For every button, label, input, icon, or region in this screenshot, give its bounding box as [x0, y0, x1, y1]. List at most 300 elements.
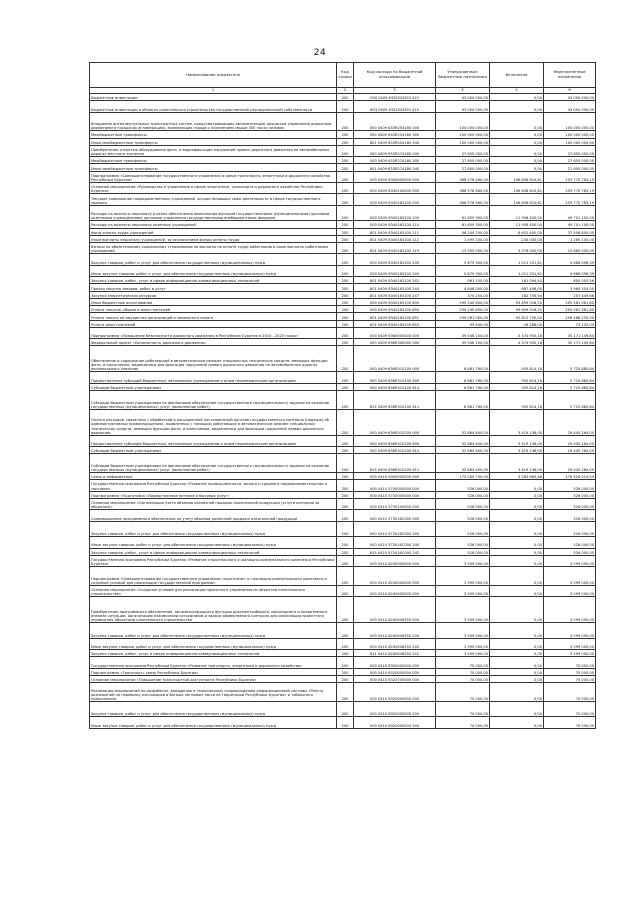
row-indicator-name: Оплата расходов, связанных с обработкой в расширенной постановлений органов государственного контроля (надзора) об административных правонарушениях, выявленных с помощью работающих в автоматическом режиме специальных технических средств, имеющих функции фото- и киносъемки, видеозаписи для фиксации нарушений правил дорожного движения: [90, 409, 337, 435]
row-approved-amount: 526 000,00: [436, 510, 490, 521]
table-row: [90, 638, 596, 649]
row-line-code: 200: [337, 650, 354, 657]
row-indicator-name: Подпрограмма «Транспорт» связь Республики Бурятия»: [90, 668, 337, 675]
row-approved-amount: 6 681 760,00: [436, 372, 490, 383]
row-unexecuted-amount: 27 650 000,00: [544, 157, 596, 164]
row-budget-code: 815 0409 636R310200 611: [354, 454, 436, 473]
row-approved-amount: 43 000 000,00: [436, 101, 490, 112]
row-approved-amount: 299 240 600,00: [436, 298, 490, 305]
row-executed-amount: 955 814,16: [490, 346, 544, 372]
table-row: [90, 454, 596, 473]
row-unexecuted-amount: 70 000,00: [544, 676, 596, 683]
row-executed-amount: 3 419 136,00: [490, 409, 544, 435]
row-indicator-name: Субсидии бюджетным учреждениям: [90, 383, 337, 390]
row-budget-code: 000 0409 6360000000 000: [354, 327, 436, 338]
row-indicator-name: Закупка товаров, работ, услуг в сфере информационно-коммуникационных технологий: [90, 650, 337, 657]
table-row: [90, 435, 596, 446]
column-number: 5: [490, 88, 544, 94]
row-approved-amount: 100 000 000,00: [436, 138, 490, 145]
row-executed-amount: 93 659 018,20: [490, 306, 544, 313]
row-budget-code: 000 0410 6300000000 000: [354, 657, 436, 668]
table-row: [90, 320, 596, 327]
row-executed-amount: 0,00: [490, 157, 544, 164]
row-executed-amount: 955 814,16: [490, 372, 544, 383]
row-line-code: 200: [337, 567, 354, 586]
row-indicator-name: Взносы по обязательному социальному страхованию на выплаты по оплате труда работников и иные выплаты работникам учреждений: [90, 243, 337, 254]
row-line-code: 200: [337, 510, 354, 521]
row-executed-amount: 0,00: [490, 585, 544, 596]
row-budget-code: 815 0410 573016С000 242: [354, 548, 436, 555]
table-row: [90, 235, 596, 242]
row-indicator-name: Субсидии бюджетным учреждениям: [90, 447, 337, 454]
row-budget-code: 000 0409 6340163100 200: [354, 254, 436, 265]
row-line-code: 200: [337, 346, 354, 372]
row-line-code: 200: [337, 291, 354, 298]
row-indicator-name: Иные закупки товаров, работ и услуг для обеспечения государственных (муниципальных) нужд: [90, 717, 337, 728]
row-indicator-name: Иные закупки товаров, работ и услуг для обеспечения государственных (муниципальных) нужд: [90, 265, 337, 276]
row-budget-code: 000 0409 633R274180 500: [354, 157, 436, 164]
row-budget-code: 000 0409 633R254180 500: [354, 131, 436, 138]
header-approved-appropriations: Утвержденные бюджетные назначения: [436, 63, 490, 88]
row-unexecuted-amount: 3 599 000,00: [544, 555, 596, 566]
row-budget-code: 000 0409 6335242Ю0 410: [354, 94, 436, 101]
row-line-code: 200: [337, 435, 354, 446]
table-row: [90, 472, 596, 479]
row-unexecuted-amount: 27 650 000,00: [544, 145, 596, 156]
row-approved-amount: 526 000,00: [436, 498, 490, 509]
row-line-code: 200: [337, 157, 354, 164]
row-line-code: 200: [337, 205, 354, 221]
row-budget-code: 801 0409 6340163100 244: [354, 284, 436, 291]
row-unexecuted-amount: 73 132,00: [544, 320, 596, 327]
row-budget-code: 803 0409 6335242Ю0 414: [354, 101, 436, 112]
row-indicator-name: Иные закупки товаров, работ и услуг для обеспечения государственных (муниципальных) нужд: [90, 638, 337, 649]
row-indicator-name: Приобретение и монтаж оборудования фото- и видеофиксации нарушений правил дорожного движения на автомобильных дорогах местного значения: [90, 145, 337, 156]
row-indicator-name: Прочая закупка товаров, работ и услуг: [90, 284, 337, 291]
table-row: [90, 657, 596, 668]
row-line-code: 200: [337, 498, 354, 509]
row-budget-code: 000 0409 633R254180 000: [354, 112, 436, 131]
row-indicator-name: Подпрограмма «Совершенствование государственного управления «протезное» и «жилищно-коммунального комплекса и создание условий для реализации государственной программы»: [90, 567, 337, 586]
row-line-code: 200: [337, 243, 354, 254]
column-number: 3: [354, 88, 436, 94]
row-executed-amount: 0,00: [490, 94, 544, 101]
row-executed-amount: 3 284 685,46: [490, 472, 544, 479]
row-budget-code: 000 0410 573016С000 240: [354, 537, 436, 548]
row-budget-code: 801 0409 6340163100 112: [354, 235, 436, 242]
row-unexecuted-amount: 29 445 264,00: [544, 435, 596, 446]
row-line-code: 200: [337, 701, 354, 717]
row-approved-amount: 39 546 100,00: [436, 339, 490, 346]
row-executed-amount: 93 659 018,20: [490, 298, 544, 305]
row-line-code: 200: [337, 254, 354, 265]
row-approved-amount: 13 955 000,00: [436, 243, 490, 254]
row-line-code: 200: [337, 391, 354, 410]
row-budget-code: 000 0409 636R300000 000: [354, 339, 436, 346]
row-line-code: 200: [337, 171, 354, 182]
table-row: [90, 131, 596, 138]
table-row: [90, 555, 596, 566]
row-approved-amount: 32 864 400,00: [436, 447, 490, 454]
row-line-code: 200: [337, 306, 354, 313]
row-line-code: 200: [337, 131, 354, 138]
row-approved-amount: 100 000 000,00: [436, 131, 490, 138]
row-budget-code: 000 0409 636R310100 600: [354, 372, 436, 383]
row-approved-amount: 4 648 000,00: [436, 284, 490, 291]
row-approved-amount: 61 659 300,00: [436, 205, 490, 221]
row-line-code: 200: [337, 657, 354, 668]
row-line-code: 200: [337, 277, 354, 284]
row-indicator-name: Федеральный проект «Безопасность дорожного движения»: [90, 339, 337, 346]
row-executed-amount: 4 374 950,16: [490, 339, 544, 346]
row-executed-amount: 161 094,44: [490, 277, 544, 284]
row-approved-amount: 1 495 100,00: [436, 235, 490, 242]
row-executed-amount: 106 808 610,81: [490, 194, 544, 205]
row-executed-amount: 0,00: [490, 480, 544, 491]
row-unexecuted-amount: 43 000 000,00: [544, 101, 596, 112]
row-budget-code: 000 0409 636R310100 000: [354, 346, 436, 372]
row-budget-code: 000 0410 6320700000 000: [354, 676, 436, 683]
row-budget-code: 815 0409 636R310100 611: [354, 391, 436, 410]
table-row: [90, 491, 596, 498]
row-unexecuted-amount: 526 000,00: [544, 498, 596, 509]
row-indicator-name: Основное мероприятие «Создание условий для реализации проектного управления по объектам капитального строительства»: [90, 585, 337, 596]
row-approved-amount: 3 599 000,00: [436, 623, 490, 639]
row-approved-amount: 366 578 460,00: [436, 183, 490, 194]
column-number: 4: [436, 88, 490, 94]
table-row: [90, 683, 596, 702]
row-budget-code: 801 0409 6340163100 242: [354, 277, 436, 284]
row-line-code: 200: [337, 145, 354, 156]
table-row: [90, 164, 596, 171]
row-line-code: 200: [337, 228, 354, 235]
row-approved-amount: 3 599 000,00: [436, 555, 490, 566]
row-budget-code: 801 0409 6340163100 247: [354, 291, 436, 298]
row-approved-amount: 3 599 000,00: [436, 638, 490, 649]
row-budget-code: 801 0409 6340163100 111: [354, 228, 436, 235]
row-indicator-name: Подпрограмма «Подготовка «Лидерственное питание и бытовых услуг»: [90, 491, 337, 498]
row-unexecuted-amount: 70 000,00: [544, 701, 596, 717]
row-unexecuted-amount: 29 445 264,00: [544, 447, 596, 454]
row-indicator-name: Внедрение интеллектуальных транспортных систем, предусматривающих автоматизацию процессов управления дорожным движением в городских агломерациях, включающих города с населением свыше 300 тысяч человек: [90, 112, 337, 131]
row-executed-amount: 955 814,16: [490, 383, 544, 390]
row-executed-amount: 0,00: [490, 101, 544, 112]
page-number: 24: [313, 48, 327, 58]
row-unexecuted-amount: 3 599 000,00: [544, 623, 596, 639]
row-approved-amount: 3 599 000,00: [436, 567, 490, 586]
row-indicator-name: Уплата налога на имущество организаций и земельного налога: [90, 313, 337, 320]
row-approved-amount: 370 200,00: [436, 291, 490, 298]
row-approved-amount: 366 578 460,00: [436, 171, 490, 182]
header-line-code: Код строки: [337, 63, 354, 88]
row-line-code: 200: [337, 521, 354, 537]
table-row: [90, 480, 596, 491]
row-approved-amount: 172 000 700,00: [436, 472, 490, 479]
row-indicator-name: Уплата иных платежей: [90, 320, 337, 327]
row-approved-amount: 70 000,00: [436, 657, 490, 668]
row-approved-amount: 6 681 760,00: [436, 391, 490, 410]
row-unexecuted-amount: 29 445 264,00: [544, 454, 596, 473]
row-indicator-name: Предоставление субсидий бюджетным, автономным учреждениям и иным некоммерческим организациям: [90, 372, 337, 383]
row-indicator-name: Связь и информатика: [90, 472, 337, 479]
table-row: [90, 205, 596, 221]
row-indicator-name: Иные межбюджетные трансферты: [90, 164, 337, 171]
row-unexecuted-amount: 35 171 149,84: [544, 339, 596, 346]
row-approved-amount: 32 864 400,00: [436, 409, 490, 435]
row-unexecuted-amount: 100 000 000,00: [544, 131, 596, 138]
row-line-code: 200: [337, 623, 354, 639]
row-budget-code: 801 0409 6340163100 851: [354, 313, 436, 320]
row-budget-code: 000 0410 6240446250 200: [354, 623, 436, 639]
row-approved-amount: 366 578 460,00: [436, 194, 490, 205]
row-budget-code: 000 0409 6340163100 110: [354, 221, 436, 228]
row-indicator-name: Субсидии бюджетным учреждениям на финансовое обеспечение государственного (муниципального) задания на оказание государственных (муниципальных) услуг (выполнение работ): [90, 391, 337, 410]
row-executed-amount: 0,00: [490, 657, 544, 668]
row-budget-code: 801 0409 6340163100 119: [354, 243, 436, 254]
row-unexecuted-amount: 1 265 100,00: [544, 235, 596, 242]
row-executed-amount: 162 750,34: [490, 291, 544, 298]
row-line-code: 200: [337, 339, 354, 346]
row-indicator-name: Субсидии бюджетным учреждениям на финансовое обеспечение государственного (муниципального) задания на оказание государственных (муниципальных) услуг (выполнение работ): [90, 454, 337, 473]
row-unexecuted-amount: 207 449,66: [544, 291, 596, 298]
row-approved-amount: 39 546 100,00: [436, 327, 490, 338]
row-line-code: 200: [337, 235, 354, 242]
row-unexecuted-amount: 70 000,00: [544, 668, 596, 675]
table-row: [90, 157, 596, 164]
row-line-code: 200: [337, 537, 354, 548]
row-unexecuted-amount: 43 000 000,00: [544, 94, 596, 101]
row-executed-amount: 0,00: [490, 537, 544, 548]
row-unexecuted-amount: 5 725 885,84: [544, 391, 596, 410]
row-indicator-name: Закупка товаров, работ и услуг для обеспечения государственных (муниципальных) нужд: [90, 623, 337, 639]
row-executed-amount: 0,00: [490, 510, 544, 521]
row-line-code: 200: [337, 194, 354, 205]
row-unexecuted-amount: 259 770 783,19: [544, 194, 596, 205]
row-executed-amount: 0,00: [490, 555, 544, 566]
row-line-code: 200: [337, 597, 354, 623]
row-indicator-name: Межбюджетные трансферты: [90, 157, 337, 164]
table-row: [90, 228, 596, 235]
row-executed-amount: 0,00: [490, 623, 544, 639]
row-line-code: 200: [337, 94, 354, 101]
row-indicator-name: Иные бюджетные ассигнования: [90, 298, 337, 305]
row-indicator-name: Предоставление субсидий бюджетным, автономным учреждениям и иным некоммерческим организациям: [90, 435, 337, 446]
row-indicator-name: Основное мероприятие «Организация учета объемов розничной продажи алкогольной продукции (услуги контроля за оборотом)»: [90, 498, 337, 509]
row-approved-amount: 6 681 760,00: [436, 346, 490, 372]
row-indicator-name: Закупка товаров, работ и услуг для обеспечения государственных (муниципальных) нужд: [90, 521, 337, 537]
row-line-code: 200: [337, 313, 354, 320]
row-line-code: 200: [337, 221, 354, 228]
row-unexecuted-amount: 526 000,00: [544, 537, 596, 548]
row-unexecuted-amount: 3 599 000,00: [544, 638, 596, 649]
row-unexecuted-amount: 259 770 783,19: [544, 183, 596, 194]
row-approved-amount: 99 400,00: [436, 320, 490, 327]
row-approved-amount: 299 240 600,00: [436, 306, 490, 313]
row-indicator-name: Иные закупки товаров, работ и услуг для обеспечения государственных (муниципальных) нужд: [90, 537, 337, 548]
row-indicator-name: Расходы на выплаты персоналу казенных учреждений: [90, 221, 337, 228]
row-unexecuted-amount: 5 725 885,84: [544, 383, 596, 390]
row-line-code: 200: [337, 383, 354, 390]
row-indicator-name: Бюджетные инвестиции в объекты капитального строительства государственной (муниципальной) собственности: [90, 101, 337, 112]
table-row: [90, 243, 596, 254]
row-executed-amount: 230 000,00: [490, 235, 544, 242]
row-unexecuted-amount: 3 599 000,00: [544, 650, 596, 657]
row-executed-amount: 92 612 750,00: [490, 313, 544, 320]
row-budget-code: 000 0410 573016С000 000: [354, 510, 436, 521]
row-indicator-name: Государственная программа Республики Бурятия «Развитие строительного и жилищно-коммунального комплекса Республики Бурятия»: [90, 555, 337, 566]
row-unexecuted-amount: 70 000,00: [544, 657, 596, 668]
column-number: 6: [544, 88, 596, 94]
table-row: [90, 112, 596, 131]
row-line-code: 200: [337, 555, 354, 566]
row-budget-code: 000 0409 633R274180 000: [354, 145, 436, 156]
row-line-code: 200: [337, 112, 354, 131]
row-approved-amount: 3 599 000,00: [436, 597, 490, 623]
row-indicator-name: Реализация мероприятий по разработке, внедрению и техническому сопровождению информационной системы «Реестр разрешений на перевозку пассажиров и багажа легковым такси на территории Республики Бурятия» и тобольного приложения»: [90, 683, 337, 702]
table-row: [90, 291, 596, 298]
row-budget-code: 000 0409 6340163100 240: [354, 265, 436, 276]
row-unexecuted-amount: 4 668 098,39: [544, 254, 596, 265]
row-approved-amount: 961 100,00: [436, 277, 490, 284]
row-line-code: 200: [337, 284, 354, 291]
row-budget-code: 000 0410 5700000000 000: [354, 480, 436, 491]
table-row: [90, 265, 596, 276]
row-budget-code: 000 0409 6340163100 800: [354, 298, 436, 305]
row-unexecuted-amount: 3 599 000,00: [544, 597, 596, 623]
table-row: [90, 372, 596, 383]
table-row: [90, 521, 596, 537]
row-line-code: 200: [337, 409, 354, 435]
table-row: [90, 498, 596, 509]
row-indicator-name: Закупка товаров, работ, услуг в сфере информационно-коммуникационных технологий: [90, 277, 337, 284]
row-budget-code: 000 0409 636R310100 610: [354, 383, 436, 390]
row-line-code: 200: [337, 298, 354, 305]
row-indicator-name: Подпрограмма «Совершенствование государственного управления в сфере транспорта, энергетики и дорожного хозяйства Республики Бурятия»: [90, 171, 337, 182]
row-unexecuted-amount: 205 581 581,80: [544, 298, 596, 305]
row-executed-amount: 0,00: [490, 164, 544, 171]
row-unexecuted-amount: 5 725 885,84: [544, 346, 596, 372]
row-budget-code: 000 0410 573016С000 200: [354, 521, 436, 537]
row-executed-amount: 955 814,16: [490, 391, 544, 410]
row-executed-amount: 3 076 000,00: [490, 243, 544, 254]
row-line-code: 200: [337, 327, 354, 338]
row-executed-amount: 0,00: [490, 668, 544, 675]
row-unexecuted-amount: 176 426 014,54: [544, 472, 596, 479]
row-budget-code: 000 0410 6240000000 000: [354, 567, 436, 586]
row-unexecuted-amount: 49 701 100,00: [544, 221, 596, 228]
table-row: [90, 391, 596, 410]
row-budget-code: 000 0410 6200000000 000: [354, 555, 436, 566]
row-unexecuted-amount: 206 468 250,00: [544, 313, 596, 320]
row-executed-amount: 0,00: [490, 498, 544, 509]
table-row: [90, 183, 596, 194]
row-line-code: 200: [337, 183, 354, 194]
table-row: [90, 145, 596, 156]
row-unexecuted-amount: 526 000,00: [544, 480, 596, 491]
row-budget-code: 000 0410 6240400000 000: [354, 585, 436, 596]
row-indicator-name: Сопровождение программного обеспечения по учету объемов розничной продажи алкогольной продукции: [90, 510, 337, 521]
row-budget-code: 000 0409 6340000000 000: [354, 171, 436, 182]
row-indicator-name: Обеспечение и содержание работающей в автоматическом режиме специальных технических средств, имеющих функции фото- и киносъемки, видеозаписи для фиксации нарушений правил дорожного движения на автомобильных дорогах регионального значения: [90, 346, 337, 372]
row-executed-amount: 1 011 201,61: [490, 265, 544, 276]
row-approved-amount: 100 000 000,00: [436, 112, 490, 131]
row-budget-code: 000 0410 5730100000 000: [354, 498, 436, 509]
table-row: [90, 597, 596, 623]
row-indicator-name: Основное мероприятие «Повышение транспортной доступности Республики Бурятия»: [90, 676, 337, 683]
row-indicator-name: Подпрограмма «Повышение безопасности дорожного движения в Республике Бурятия в 2014 - 2020 годах»: [90, 327, 337, 338]
header-budget-classification-code: Код расхода по бюджетной классификации: [354, 63, 436, 88]
table-row: [90, 447, 596, 454]
row-indicator-name: Закупка товаров, работ и услуг для обеспечения государственных (муниципальных) нужд: [90, 254, 337, 265]
table-row: [90, 171, 596, 182]
row-unexecuted-amount: 526 000,00: [544, 491, 596, 498]
row-budget-code: 000 0409 6340163100 100: [354, 205, 436, 221]
row-approved-amount: 43 000 000,00: [436, 94, 490, 101]
table-row: [90, 409, 596, 435]
row-unexecuted-amount: 3 599 000,00: [544, 585, 596, 596]
row-indicator-name: Межбюджетные трансферты: [90, 131, 337, 138]
row-line-code: 200: [337, 320, 354, 327]
row-executed-amount: 11 958 400,00: [490, 205, 544, 221]
row-executed-amount: 11 958 400,00: [490, 221, 544, 228]
table-row: [90, 717, 596, 728]
row-unexecuted-amount: 100 000 000,00: [544, 112, 596, 131]
row-executed-amount: 1 011 201,61: [490, 254, 544, 265]
row-unexecuted-amount: 35 171 149,84: [544, 327, 596, 338]
row-indicator-name: Закупка товаров, работ и услуг для обеспечения государственных (муниципальных) нужд: [90, 701, 337, 717]
table-row: [90, 138, 596, 145]
row-unexecuted-amount: 70 000,00: [544, 683, 596, 702]
row-executed-amount: 0,00: [490, 145, 544, 156]
row-executed-amount: 26 268,00: [490, 320, 544, 327]
row-approved-amount: 70 000,00: [436, 668, 490, 675]
header-unexecuted-appropriations: Неисполненные назначения: [544, 63, 596, 88]
row-executed-amount: 106 808 610,81: [490, 171, 544, 182]
row-unexecuted-amount: 29 445 264,00: [544, 409, 596, 435]
table-row: [90, 623, 596, 639]
row-budget-code: 801 0409 6340163100 853: [354, 320, 436, 327]
row-executed-amount: 106 808 610,81: [490, 183, 544, 194]
row-unexecuted-amount: 526 000,00: [544, 548, 596, 555]
row-approved-amount: 46 209 200,00: [436, 228, 490, 235]
row-budget-code: 000 0410 6320000000 200: [354, 701, 436, 717]
row-line-code: 200: [337, 265, 354, 276]
row-unexecuted-amount: 259 770 783,19: [544, 171, 596, 182]
row-executed-amount: 0,00: [490, 112, 544, 131]
row-line-code: 200: [337, 101, 354, 112]
row-approved-amount: 27 650 000,00: [436, 164, 490, 171]
table-row: [90, 254, 596, 265]
row-approved-amount: 526 000,00: [436, 537, 490, 548]
row-indicator-name: Иные выплаты персоналу учреждений, за исключением фонда оплаты труда: [90, 235, 337, 242]
table-row: [90, 567, 596, 586]
row-indicator-name: Закупка энергетических ресурсов: [90, 291, 337, 298]
row-executed-amount: 4 374 950,16: [490, 327, 544, 338]
row-indicator-name: Текущее содержание подведомственных учреждений, осуществляющих свою деятельность в сфере государственного задания: [90, 194, 337, 205]
row-indicator-name: Государственная программа Республики Бурятия «Развитие промышленности, малого и среднего предпринимательства и торговли»: [90, 480, 337, 491]
row-executed-amount: 0,00: [490, 638, 544, 649]
table-row: [90, 346, 596, 372]
row-line-code: 200: [337, 372, 354, 383]
row-budget-code: 000 0409 636R310200 000: [354, 409, 436, 435]
row-line-code: 200: [337, 491, 354, 498]
table-row: [90, 194, 596, 205]
row-approved-amount: 526 000,00: [436, 548, 490, 555]
row-line-code: 200: [337, 548, 354, 555]
row-unexecuted-amount: 526 000,00: [544, 521, 596, 537]
row-budget-code: 000 0410 6320000000 000: [354, 683, 436, 702]
row-approved-amount: 70 000,00: [436, 676, 490, 683]
